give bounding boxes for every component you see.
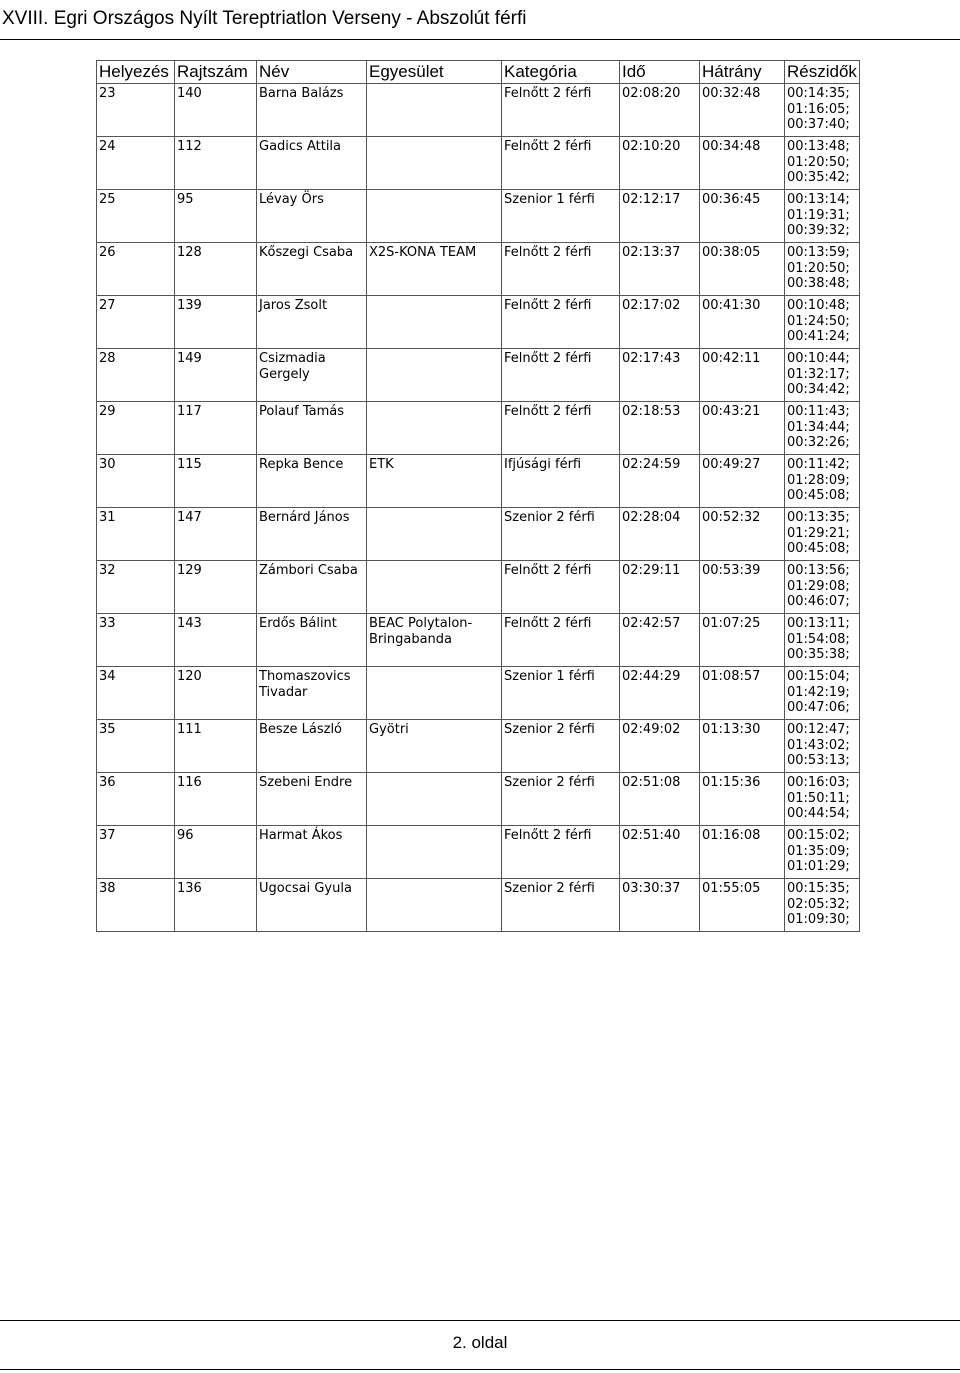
cell-category: Felnőtt 2 férfi xyxy=(502,84,620,137)
cell-club xyxy=(367,667,502,720)
col-header-bib: Rajtszám xyxy=(175,61,257,84)
cell-bib: 116 xyxy=(175,773,257,826)
cell-club xyxy=(367,137,502,190)
cell-gap: 01:08:57 xyxy=(700,667,785,720)
cell-place: 28 xyxy=(97,349,175,402)
results-body xyxy=(97,84,860,932)
cell-time: 02:24:59 xyxy=(620,455,700,508)
cell-bib: 136 xyxy=(175,879,257,932)
cell-club xyxy=(367,402,502,455)
cell-time: 02:42:57 xyxy=(620,614,700,667)
cell-splits: 00:15:02; 01:35:09; 01:01:29; xyxy=(785,826,860,879)
cell-place: 38 xyxy=(97,879,175,932)
cell-bib: 96 xyxy=(175,826,257,879)
cell-name: Polauf Tamás xyxy=(257,402,367,455)
cell-bib: 140 xyxy=(175,84,257,137)
cell-time: 02:51:08 xyxy=(620,773,700,826)
col-header-name: Név xyxy=(257,61,367,84)
page-footer xyxy=(0,1320,960,1370)
table-row xyxy=(97,137,860,190)
table-row xyxy=(97,561,860,614)
cell-gap: 00:41:30 xyxy=(700,296,785,349)
page-header xyxy=(0,0,960,40)
cell-category: Szenior 1 férfi xyxy=(502,667,620,720)
table-row xyxy=(97,402,860,455)
cell-splits: 00:13:35; 01:29:21; 00:45:08; xyxy=(785,508,860,561)
cell-name: Lévay Örs xyxy=(257,190,367,243)
cell-category: Szenior 2 férfi xyxy=(502,720,620,773)
cell-name: Repka Bence xyxy=(257,455,367,508)
cell-club xyxy=(367,84,502,137)
cell-bib: 111 xyxy=(175,720,257,773)
cell-club: Gyötri xyxy=(367,720,502,773)
table-row xyxy=(97,720,860,773)
cell-bib: 120 xyxy=(175,667,257,720)
table-row xyxy=(97,667,860,720)
cell-place: 24 xyxy=(97,137,175,190)
cell-category: Szenior 2 férfi xyxy=(502,773,620,826)
cell-category: Felnőtt 2 férfi xyxy=(502,349,620,402)
cell-gap: 00:53:39 xyxy=(700,561,785,614)
table-row xyxy=(97,455,860,508)
cell-name: Kőszegi Csaba xyxy=(257,243,367,296)
cell-place: 33 xyxy=(97,614,175,667)
page-number: 2. oldal xyxy=(452,1333,508,1352)
cell-club xyxy=(367,296,502,349)
cell-club xyxy=(367,773,502,826)
cell-splits: 00:16:03; 01:50:11; 00:44:54; xyxy=(785,773,860,826)
cell-gap: 00:52:32 xyxy=(700,508,785,561)
cell-category: Felnőtt 2 férfi xyxy=(502,402,620,455)
cell-gap: 01:16:08 xyxy=(700,826,785,879)
cell-time: 02:51:40 xyxy=(620,826,700,879)
cell-gap: 00:42:11 xyxy=(700,349,785,402)
cell-place: 34 xyxy=(97,667,175,720)
cell-place: 31 xyxy=(97,508,175,561)
table-row xyxy=(97,243,860,296)
results-table xyxy=(96,60,860,932)
cell-time: 02:13:37 xyxy=(620,243,700,296)
table-row xyxy=(97,614,860,667)
cell-category: Szenior 2 férfi xyxy=(502,879,620,932)
cell-time: 02:28:04 xyxy=(620,508,700,561)
cell-name: Ugocsai Gyula xyxy=(257,879,367,932)
col-header-category: Kategória xyxy=(502,61,620,84)
cell-splits: 00:10:44; 01:32:17; 00:34:42; xyxy=(785,349,860,402)
cell-bib: 95 xyxy=(175,190,257,243)
cell-gap: 01:55:05 xyxy=(700,879,785,932)
table-row xyxy=(97,826,860,879)
cell-name: Szebeni Endre xyxy=(257,773,367,826)
cell-place: 25 xyxy=(97,190,175,243)
cell-club: BEAC Polytalon-Bringabanda xyxy=(367,614,502,667)
cell-name: Gadics Attila xyxy=(257,137,367,190)
cell-bib: 112 xyxy=(175,137,257,190)
cell-splits: 00:14:35; 01:16:05; 00:37:40; xyxy=(785,84,860,137)
cell-place: 32 xyxy=(97,561,175,614)
cell-club xyxy=(367,561,502,614)
cell-splits: 00:13:56; 01:29:08; 00:46:07; xyxy=(785,561,860,614)
table-row xyxy=(97,84,860,137)
cell-category: Felnőtt 2 férfi xyxy=(502,243,620,296)
col-header-gap: Hátrány xyxy=(700,61,785,84)
cell-name: Zámbori Csaba xyxy=(257,561,367,614)
cell-bib: 147 xyxy=(175,508,257,561)
cell-place: 37 xyxy=(97,826,175,879)
cell-category: Felnőtt 2 férfi xyxy=(502,137,620,190)
cell-splits: 00:10:48; 01:24:50; 00:41:24; xyxy=(785,296,860,349)
cell-place: 36 xyxy=(97,773,175,826)
table-row xyxy=(97,879,860,932)
cell-gap: 00:36:45 xyxy=(700,190,785,243)
cell-splits: 00:11:43; 01:34:44; 00:32:26; xyxy=(785,402,860,455)
table-row xyxy=(97,349,860,402)
cell-club xyxy=(367,879,502,932)
cell-gap: 00:34:48 xyxy=(700,137,785,190)
cell-gap: 00:32:48 xyxy=(700,84,785,137)
cell-time: 02:49:02 xyxy=(620,720,700,773)
cell-name: Thomaszovics Tivadar xyxy=(257,667,367,720)
cell-club xyxy=(367,826,502,879)
table-row xyxy=(97,773,860,826)
col-header-place: Helyezés xyxy=(97,61,175,84)
col-header-splits: Részidők xyxy=(785,61,860,84)
table-header-row xyxy=(97,61,860,84)
cell-name: Jaros Zsolt xyxy=(257,296,367,349)
cell-club xyxy=(367,190,502,243)
cell-gap: 00:49:27 xyxy=(700,455,785,508)
cell-club: X2S-KONA TEAM xyxy=(367,243,502,296)
cell-name: Erdős Bálint xyxy=(257,614,367,667)
cell-splits: 00:15:04; 01:42:19; 00:47:06; xyxy=(785,667,860,720)
table-row xyxy=(97,296,860,349)
cell-name: Harmat Ákos xyxy=(257,826,367,879)
cell-time: 03:30:37 xyxy=(620,879,700,932)
cell-bib: 149 xyxy=(175,349,257,402)
cell-time: 02:17:02 xyxy=(620,296,700,349)
cell-time: 02:29:11 xyxy=(620,561,700,614)
cell-place: 27 xyxy=(97,296,175,349)
cell-place: 26 xyxy=(97,243,175,296)
cell-bib: 139 xyxy=(175,296,257,349)
cell-place: 29 xyxy=(97,402,175,455)
col-header-time: Idő xyxy=(620,61,700,84)
cell-club xyxy=(367,508,502,561)
table-row xyxy=(97,508,860,561)
cell-time: 02:08:20 xyxy=(620,84,700,137)
cell-splits: 00:12:47; 01:43:02; 00:53:13; xyxy=(785,720,860,773)
cell-category: Szenior 2 férfi xyxy=(502,508,620,561)
page-title: XVIII. Egri Országos Nyílt Tereptriatlon Verseny - Abszolút férfi xyxy=(2,8,527,29)
cell-name: Csizmadia Gergely xyxy=(257,349,367,402)
cell-gap: 00:43:21 xyxy=(700,402,785,455)
cell-name: Besze László xyxy=(257,720,367,773)
cell-category: Felnőtt 2 férfi xyxy=(502,826,620,879)
cell-splits: 00:11:42; 01:28:09; 00:45:08; xyxy=(785,455,860,508)
table-row xyxy=(97,190,860,243)
cell-place: 35 xyxy=(97,720,175,773)
cell-bib: 128 xyxy=(175,243,257,296)
cell-splits: 00:15:35; 02:05:32; 01:09:30; xyxy=(785,879,860,932)
cell-time: 02:12:17 xyxy=(620,190,700,243)
cell-splits: 00:13:48; 01:20:50; 00:35:42; xyxy=(785,137,860,190)
cell-gap: 01:13:30 xyxy=(700,720,785,773)
cell-category: Felnőtt 2 férfi xyxy=(502,614,620,667)
cell-name: Barna Balázs xyxy=(257,84,367,137)
col-header-club: Egyesület xyxy=(367,61,502,84)
cell-splits: 00:13:14; 01:19:31; 00:39:32; xyxy=(785,190,860,243)
cell-bib: 129 xyxy=(175,561,257,614)
cell-club: ETK xyxy=(367,455,502,508)
cell-splits: 00:13:59; 01:20:50; 00:38:48; xyxy=(785,243,860,296)
cell-club xyxy=(367,349,502,402)
cell-bib: 115 xyxy=(175,455,257,508)
cell-time: 02:44:29 xyxy=(620,667,700,720)
cell-category: Felnőtt 2 férfi xyxy=(502,296,620,349)
cell-gap: 01:15:36 xyxy=(700,773,785,826)
cell-bib: 143 xyxy=(175,614,257,667)
cell-category: Felnőtt 2 férfi xyxy=(502,561,620,614)
cell-bib: 117 xyxy=(175,402,257,455)
cell-place: 30 xyxy=(97,455,175,508)
cell-gap: 01:07:25 xyxy=(700,614,785,667)
cell-category: Ifjúsági férfi xyxy=(502,455,620,508)
cell-time: 02:17:43 xyxy=(620,349,700,402)
cell-place: 23 xyxy=(97,84,175,137)
cell-time: 02:10:20 xyxy=(620,137,700,190)
cell-category: Szenior 1 férfi xyxy=(502,190,620,243)
cell-splits: 00:13:11; 01:54:08; 00:35:38; xyxy=(785,614,860,667)
cell-name: Bernárd János xyxy=(257,508,367,561)
cell-gap: 00:38:05 xyxy=(700,243,785,296)
cell-time: 02:18:53 xyxy=(620,402,700,455)
